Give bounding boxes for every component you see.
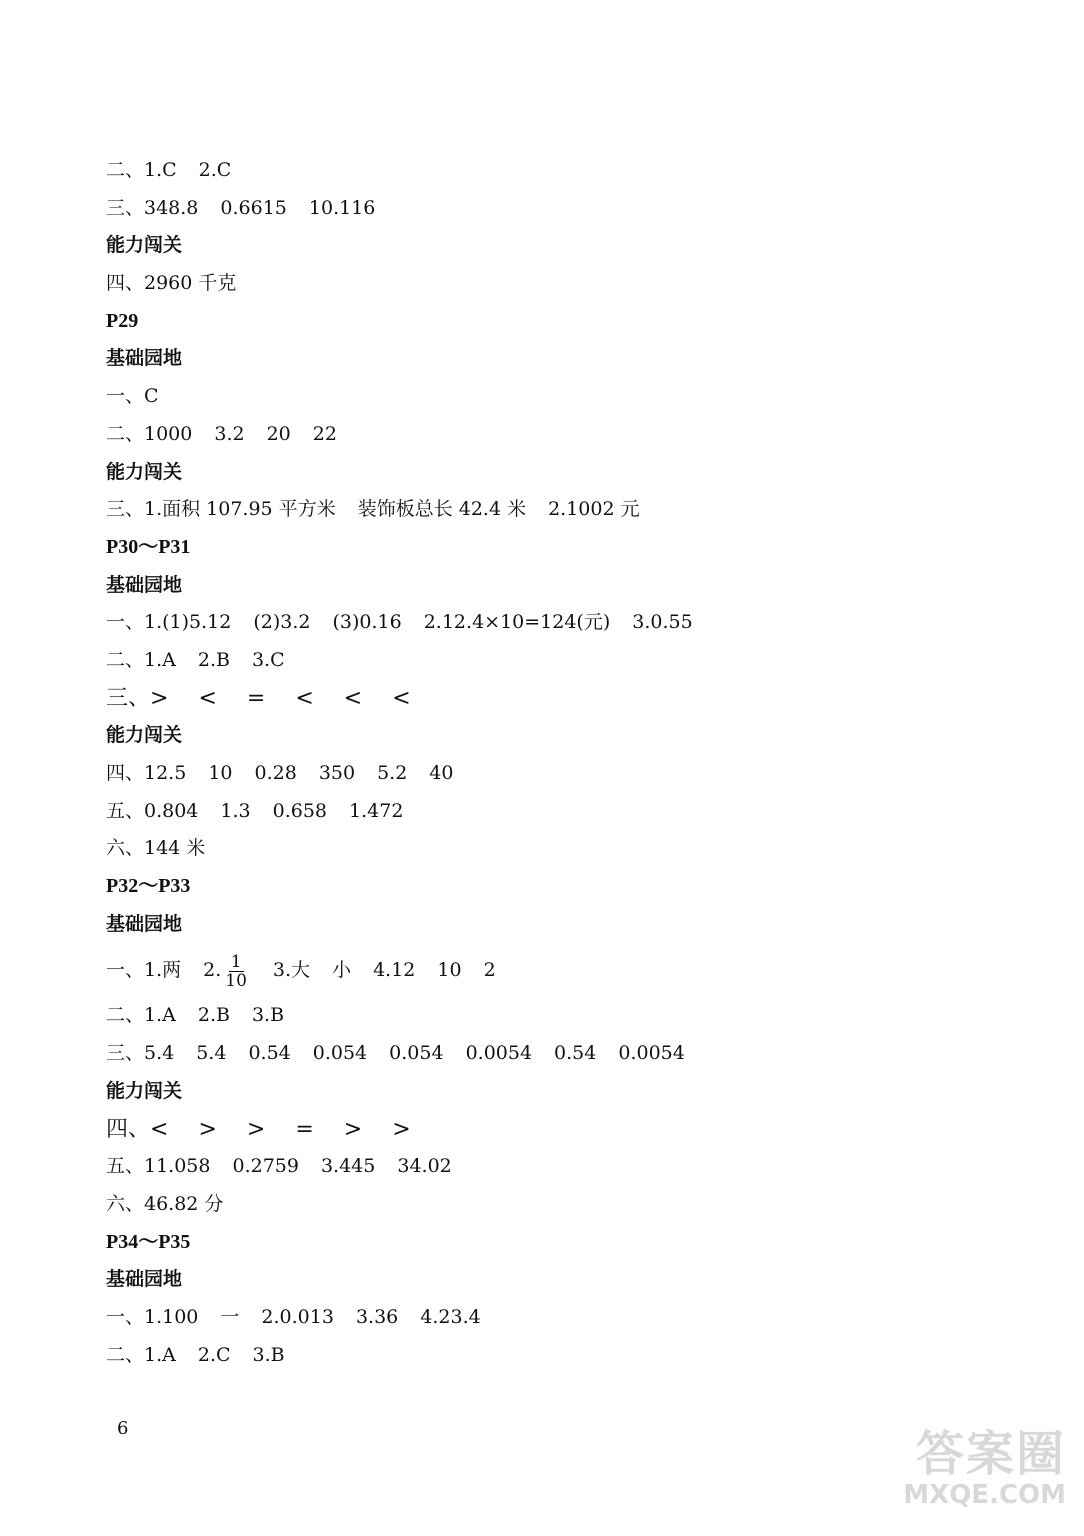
- answer-segment: 40: [429, 762, 454, 784]
- answer-segment: 装饰板总长 42.4 米: [357, 498, 527, 521]
- answer-segment: 0.0054: [465, 1042, 533, 1065]
- answer-segment: 0.658: [272, 799, 328, 822]
- answer-line: [106, 1111, 1006, 1149]
- answer-line: [106, 152, 1006, 190]
- answer-segment: 五、11.058: [106, 1155, 211, 1178]
- answer-segment: 二、1.C: [106, 159, 177, 181]
- answer-line: [106, 416, 1006, 454]
- answer-segment: 2.1002 元: [548, 498, 640, 521]
- answer-segment: 2: [483, 959, 496, 982]
- answer-segment: 3.C: [251, 648, 285, 671]
- page-reference: P30～P31: [106, 535, 191, 558]
- answer-line: [106, 1186, 1006, 1224]
- section-heading: 基础园地: [106, 573, 183, 596]
- page-number: 6: [117, 1418, 129, 1439]
- answer-segment: (2)3.2: [253, 611, 311, 634]
- answer-segment: 三、>: [106, 685, 169, 711]
- answer-line: [106, 604, 1006, 642]
- answer-prefix: 2.: [203, 959, 222, 982]
- answer-segment: 2.C: [198, 159, 232, 181]
- section-heading: 基础园地: [106, 347, 183, 370]
- answer-segment: 5.2: [377, 762, 408, 784]
- fraction-numerator: 1: [230, 951, 242, 972]
- answer-segment: 三、348.8: [106, 196, 199, 219]
- answer-segment: 3.B: [252, 1343, 285, 1366]
- answer-segment: 小: [332, 959, 352, 982]
- answer-segment: 一、1.两: [106, 959, 182, 982]
- answer-segment: 一: [220, 1305, 240, 1328]
- answer-segment: 2.C: [197, 1343, 231, 1366]
- answer-line: [106, 793, 1006, 831]
- answer-segment: =: [295, 1116, 314, 1142]
- answer-segment: 四、12.5: [106, 762, 187, 784]
- answer-segment: 二、1000: [106, 422, 193, 445]
- answer-segment: 350: [318, 762, 356, 784]
- fraction-answer: [203, 943, 251, 997]
- answer-segment: 0.0054: [618, 1042, 685, 1065]
- answer-segment: 一、1.(1)5.12: [106, 611, 232, 634]
- answer-line: [106, 378, 1006, 416]
- answer-line: [106, 642, 1006, 680]
- answer-segment: 2.0.013: [261, 1305, 334, 1328]
- answer-line: [106, 190, 1006, 228]
- section-heading: 能力闯关: [106, 234, 183, 257]
- answer-segment: 0.54: [554, 1042, 597, 1065]
- answer-segment: 三、5.4: [106, 1042, 175, 1065]
- answer-segment: 2.B: [197, 648, 230, 671]
- answer-segment: 一、C: [106, 385, 159, 408]
- answer-segment: 0.28: [254, 762, 297, 784]
- answer-segment: <: [392, 685, 411, 711]
- answer-line: [106, 1299, 1006, 1337]
- section-heading: 能力闯关: [106, 460, 183, 483]
- answer-line: [106, 265, 1006, 303]
- answer-segment: 2.B: [197, 1004, 230, 1027]
- answer-segment: 二、1.A: [106, 1004, 176, 1027]
- answer-segment: <: [198, 685, 217, 711]
- section-heading: 能力闯关: [106, 1079, 183, 1102]
- answer-line: [106, 943, 1006, 997]
- answer-segment: >: [343, 1116, 363, 1142]
- answer-segment: <: [295, 685, 314, 711]
- answer-segment: >: [392, 1116, 411, 1142]
- answer-segment: 二、1.A: [106, 1343, 176, 1366]
- answer-line: [106, 1035, 1006, 1073]
- answer-line: [106, 1337, 1006, 1375]
- answer-segment: 22: [312, 422, 337, 445]
- answer-segment: >: [246, 1116, 266, 1142]
- answer-segment: >: [198, 1116, 217, 1142]
- answer-segment: 3.B: [251, 1004, 285, 1027]
- answer-segment: 34.02: [397, 1155, 452, 1178]
- watermark-logo: [886, 1428, 1066, 1528]
- answer-line: [106, 1148, 1006, 1186]
- answer-segment: 3.36: [355, 1305, 399, 1328]
- answer-segment: 4.12: [373, 959, 416, 982]
- answer-line: [106, 680, 1006, 718]
- answer-segment: 五、0.804: [106, 799, 199, 822]
- answer-line: [106, 755, 1006, 793]
- answer-segment: 10: [437, 959, 462, 982]
- fraction: [223, 953, 249, 990]
- answer-segment: 0.54: [248, 1042, 291, 1065]
- answer-content: [106, 152, 1006, 1374]
- answer-segment: 三、1.面积 107.95 平方米: [106, 498, 336, 521]
- answer-segment: 20: [266, 422, 291, 445]
- page-reference: P34～P35: [106, 1230, 191, 1253]
- answer-segment: 六、144 米: [106, 837, 206, 860]
- answer-segment: 一、1.100: [106, 1305, 199, 1328]
- answer-segment: =: [246, 685, 266, 711]
- section-heading: 基础园地: [106, 912, 183, 935]
- answer-segment: 1.472: [349, 799, 404, 822]
- answer-segment: 六、46.82 分: [106, 1192, 224, 1215]
- answer-segment: 0.054: [389, 1042, 444, 1065]
- answer-segment: 3.2: [214, 422, 245, 445]
- watermark-text: 答案圈: [915, 1426, 1066, 1482]
- answer-segment: 10: [208, 762, 233, 784]
- answer-segment: 3.大: [272, 959, 311, 982]
- answer-line: [106, 997, 1006, 1035]
- answer-line: [106, 830, 1006, 868]
- answer-segment: (3)0.16: [332, 611, 402, 634]
- answer-segment: 0.6615: [220, 196, 287, 219]
- answer-segment: <: [343, 685, 363, 711]
- answer-segment: 1.3: [220, 799, 251, 822]
- fraction-denominator: 10: [225, 970, 247, 991]
- answer-line: [106, 491, 1006, 529]
- answer-segment: 四、<: [106, 1116, 169, 1142]
- section-heading: 基础园地: [106, 1268, 183, 1291]
- answer-segment: 2.12.4×10=124(元): [423, 611, 611, 634]
- answer-segment: 5.4: [196, 1042, 227, 1065]
- answer-segment: 四、2960 千克: [106, 272, 237, 295]
- answer-segment: 10.116: [308, 196, 376, 219]
- watermark-url: MXQE.COM: [903, 1480, 1066, 1510]
- answer-segment: 3.445: [320, 1155, 376, 1178]
- answer-segment: 3.0.55: [632, 611, 693, 634]
- answer-segment: 0.2759: [232, 1155, 299, 1178]
- answer-segment: 二、1.A: [106, 648, 176, 671]
- answer-segment: 4.23.4: [420, 1305, 481, 1328]
- answer-segment: 0.054: [312, 1042, 368, 1065]
- page-reference: P32～P33: [106, 875, 191, 898]
- page-reference: P29: [106, 309, 139, 332]
- section-heading: 能力闯关: [106, 724, 183, 747]
